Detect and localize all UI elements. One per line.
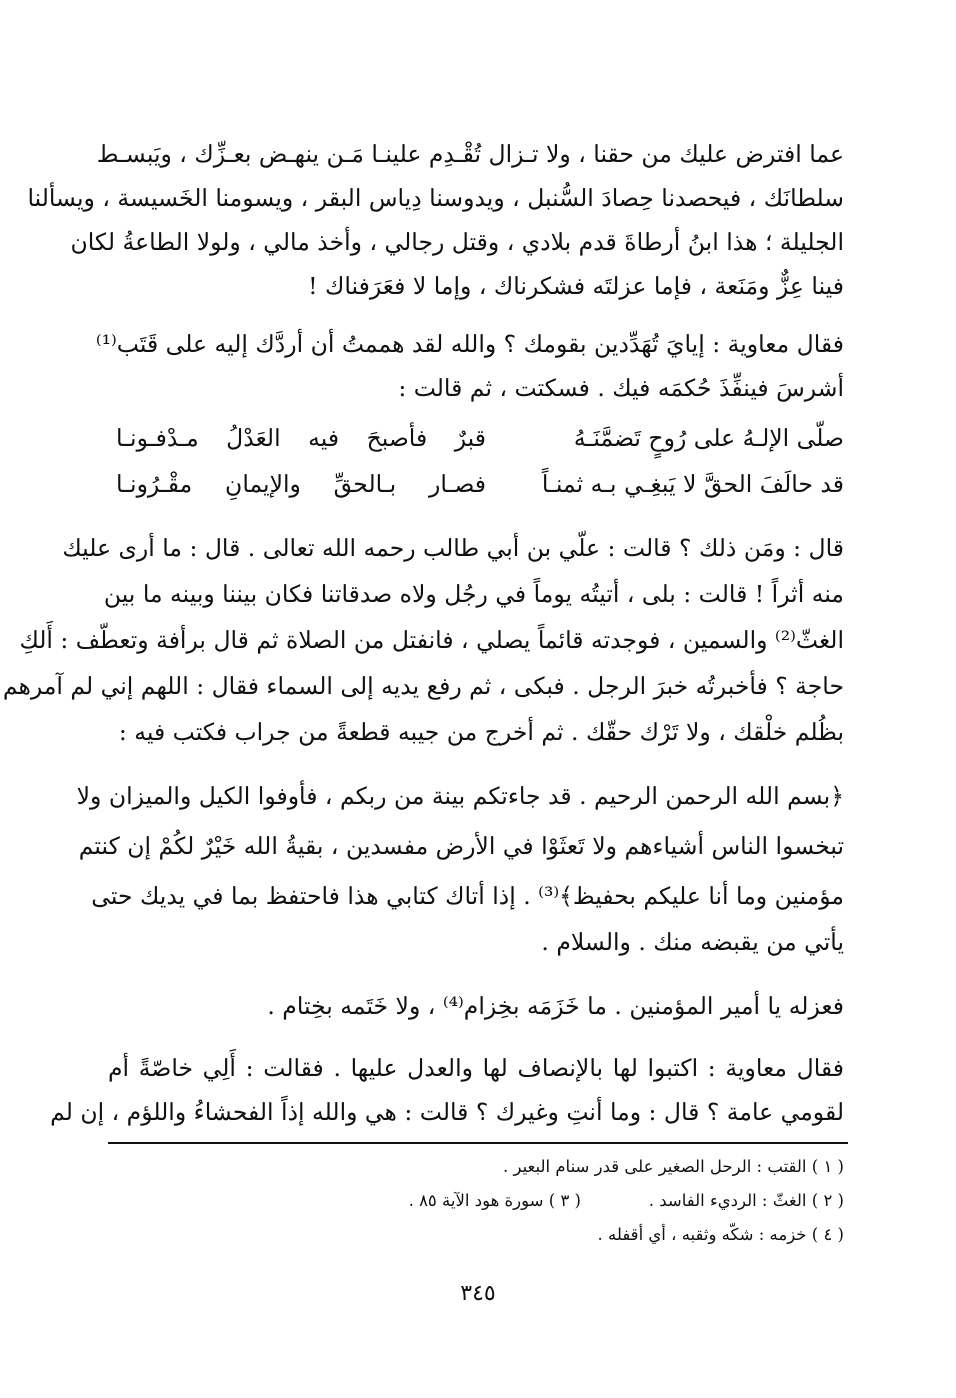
text-line: قال : ومَن ذلك ؟ قالت : علّي بن أبي طالب رحمه الله تعالى . قال : ما أرى عليك	[62, 534, 844, 562]
quran-quote-line: ﴿بسم الله الرحمن الرحيم . قد جاءتكم بينة من ربكم ، فأوفوا الكيل والميزان ولا	[76, 782, 844, 810]
text-line: فينا عِزٌّ ومَنَعة ، فإما عزلتَه فشكرناك ، وإما لا فعَرَفناك !	[308, 272, 844, 300]
footnote-divider	[108, 1142, 848, 1144]
footnote-4: ( ٤ ) خزمه : شكّه وثقبه ، أي أقفله .	[597, 1225, 844, 1244]
text-line: فعزله يا أمير المؤمنين . ما خَزَمَه بخِزام⁽⁴⁾ ، ولا خَتَمه بخِتام .	[267, 992, 844, 1020]
verse-second-hemistich: قبرٌ فأصبحَ فيه العَدْلُ مـدْفـونـا	[116, 424, 486, 452]
text-line: فقال معاوية : اكتبوا لها بالإنصاف لها والعدل عليها . فقالت : أَلِي خاصّةً أم	[108, 1054, 844, 1082]
text-line: الغثّ⁽²⁾ والسمين ، فوجدته قائماً يصلي ، فانفتل من الصلاة ثم قال برأفة وتعطّف : أَلكِ	[19, 626, 844, 654]
text-line: لقومي عامة ؟ قال : وما أنتِ وغيرك ؟ قالت : هي والله إذاً الفحشاءُ واللؤم ، إن لم	[50, 1098, 844, 1126]
verse-first-hemistich: صلّى الإلـهُ على رُوحٍ تَضمَّنَـهُ	[573, 424, 844, 452]
text-line: حاجة ؟ فأخبرتُه خبرَ الرجل . فبكى ، ثم رفع يديه إلى السماء فقال : اللهم إني لم آمرهم	[2, 672, 844, 700]
text-line: الجليلة ؛ هذا ابنُ أرطاةَ قدم بلادي ، وقتل رجالي ، وأخذ مالي ، ولولا الطاعةُ لكان	[70, 228, 844, 256]
text-line: بظُلم خلْقك ، ولا تَرْك حقّك . ثم أخرج من جيبه قطعةً من جراب فكتب فيه :	[118, 718, 844, 746]
text-line: عما افترض عليك من حقنا ، ولا تـزال تُقْـدِم علينـا مَـن ينهـض بعـزِّك ، ويَبسـط	[96, 140, 844, 168]
quran-quote-line: تبخسوا الناس أشياءهم ولا تَعثَوْا في الأرض مفسدين ، بقيةُ الله خَيْرٌ لكُمْ إن كنتم	[78, 832, 844, 860]
text-line: فقال معاوية : إيايَ تُهَدِّدين بقومك ؟ والله لقد هممتُ أن أردَّك إليه على قَتَب⁽¹⁾	[95, 330, 844, 358]
text-line: سلطانَك ، فيحصدنا حِصادَ السُّنبل ، ويدوسنا دِياس البقر ، ويسومنا الخَسيسة ، ويسألنا	[27, 184, 844, 212]
footnote-1: ( ١ ) القتب : الرحل الصغير على قدر سنام البعير .	[502, 1157, 844, 1176]
footnote-2: ( ٢ ) الغثّ : الرديء الفاسد .	[648, 1191, 844, 1210]
page-number: ٣٤٥	[460, 1281, 496, 1306]
quran-quote-line: مؤمنين وما أنا عليكم بحفيظ﴾⁽³⁾ . إذا أتاك كتابي هذا فاحتفظ بما في يديك حتى	[91, 882, 844, 910]
text-line: يأتي من يقبضه منك . والسلام .	[541, 928, 844, 956]
verse-first-hemistich: قد حالَفَ الحقَّ لا يَبغِـي بـه ثمنـاً	[541, 470, 844, 498]
footnote-3: ( ٣ ) سورة هود الآية ٨٥ .	[408, 1191, 581, 1210]
text-line: أشرسَ فينفِّذَ حُكمَه فيك . فسكتت ، ثم قالت :	[398, 374, 844, 402]
verse-second-hemistich: فصـار بـالحقِّ والإيمانِ مقْـرُونـا	[116, 470, 486, 498]
text-line: منه أثراً ! قالت : بلى ، أتيتُه يوماً في رجُل ولاه صدقاتنا فكان بيننا وبينه ما بين	[103, 580, 844, 608]
